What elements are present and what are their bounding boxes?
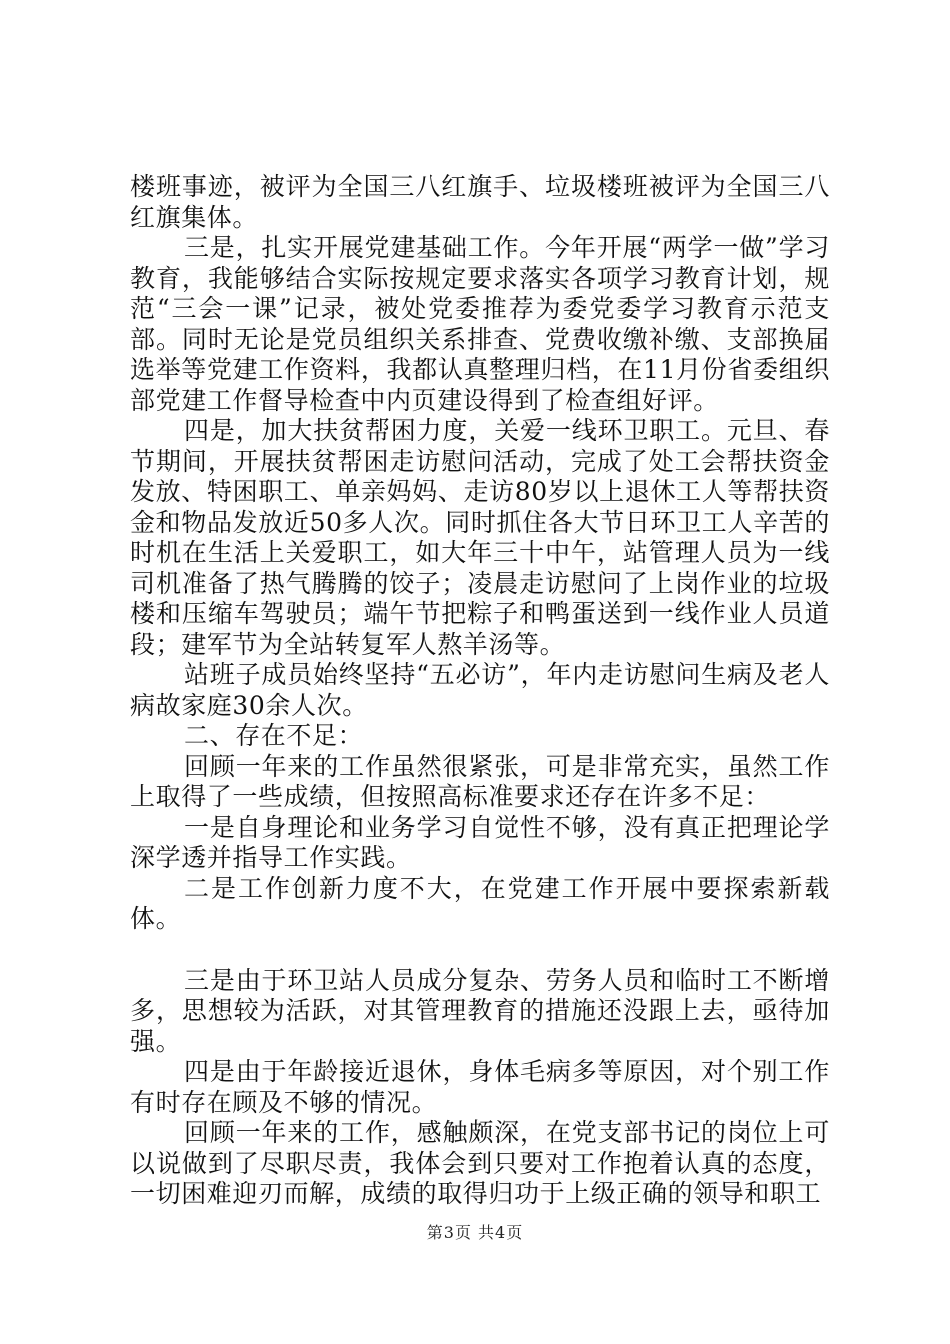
paragraph-shortcoming-2: 二是工作创新力度不大，在党建工作开展中要探索新载体。 [130, 873, 830, 933]
paragraph-continued: 楼班事迹，被评为全国三八红旗手、垃圾楼班被评为全国三八红旗集体。 [130, 172, 830, 232]
paragraph-shortcoming-4: 四是由于年龄接近退休，身体毛病多等原因，对个别工作有时存在顾及不够的情况。 [130, 1057, 830, 1117]
page-number-footer: 第3页 共4页 [426, 1223, 524, 1242]
paragraph-shortcoming-1: 一是自身理论和业务学习自觉性不够，没有真正把理论学深学透并指导工作实践。 [130, 812, 830, 872]
document-body [130, 172, 830, 1210]
paragraph-poverty-relief: 四是，加大扶贫帮困力度，关爱一线环卫职工。元旦、春节期间，开展扶贫帮困走访慰问活动，完成了处工会帮扶资金发放、特困职工、单亲妈妈、走访80岁以上退休工人等帮扶资金和物品发放近50多人次。同时抓住各大节日环卫工人辛苦的时机在生活上关爱职工，如大年三十中午，站管理人员为一线司机准备了热气腾腾的饺子；凌晨走访慰问了上岗作业的垃圾楼和压缩车驾驶员；端午节把粽子和鸭蛋送到一线作业人员道段；建军节为全站转复军人熬羊汤等。 [130, 416, 830, 659]
paragraph-conclusion: 回顾一年来的工作，感触颇深，在党支部书记的岗位上可以说做到了尽职尽责，我体会到只要对工作抱着认真的态度，一切困难迎刃而解，成绩的取得归功于上级正确的领导和职工 [130, 1118, 830, 1208]
paragraph-review-intro: 回顾一年来的工作虽然很紧张，可是非常充实，虽然工作上取得了一些成绩，但按照高标准要求还存在许多不足： [130, 751, 830, 811]
paragraph-five-visits: 站班子成员始终坚持“五必访”，年内走访慰问生病及老人病故家庭30余人次。 [130, 660, 830, 720]
paragraph-shortcoming-3: 三是由于环卫站人员成分复杂、劳务人员和临时工不断增多，思想较为活跃，对其管理教育的措施还没跟上去，亟待加强。 [130, 965, 830, 1056]
section-heading-shortcomings: 二、存在不足： [184, 721, 364, 750]
paragraph-party-building: 三是，扎实开展党建基础工作。今年开展“两学一做”学习教育，我能够结合实际按规定要求落实各项学习教育计划，规范“三会一课”记录，被处党委推荐为委党委学习教育示范支部。同时无论是党员组织关系排查、党费收缴补缴、支部换届选举等党建工作资料，我都认真整理归档，在11月份省委组织部党建工作督导检查中内页建设得到了检查组好评。 [130, 233, 830, 415]
